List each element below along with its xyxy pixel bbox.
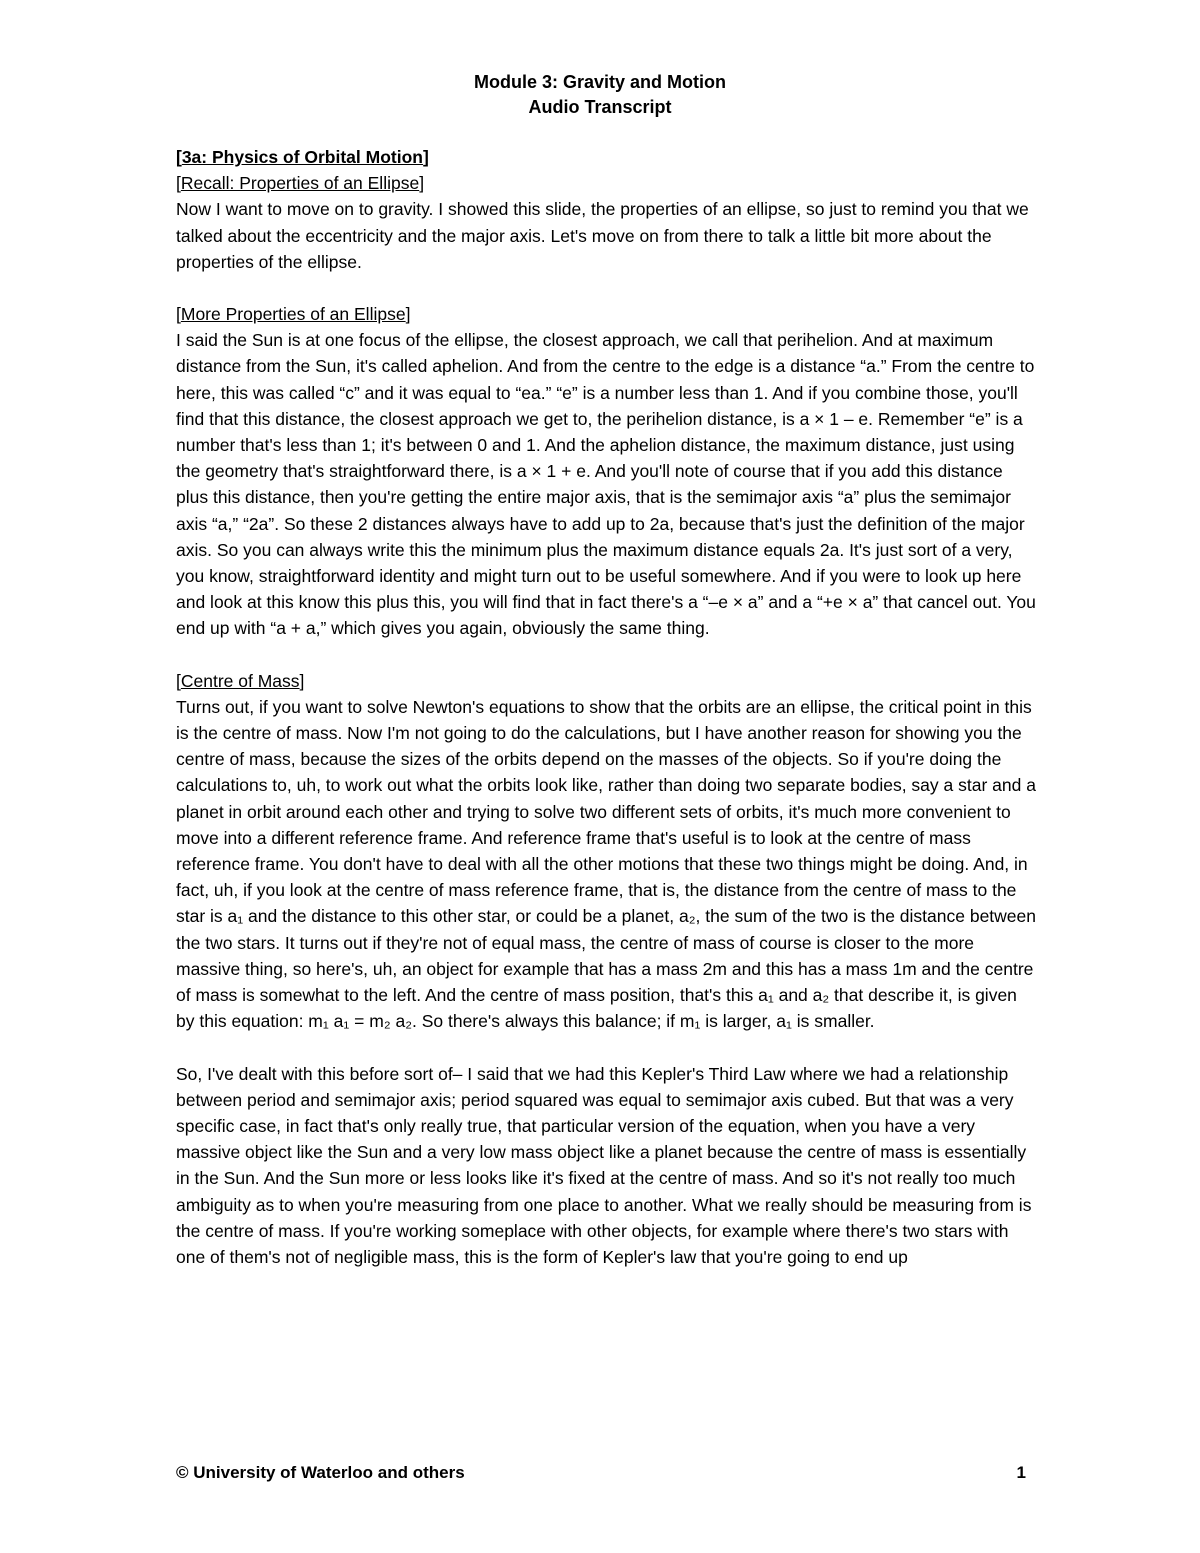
document-title: Module 3: Gravity and Motion — [473, 72, 726, 92]
copyright-notice: © University of Waterloo and others — [176, 1463, 465, 1482]
document-header — [0, 70, 1200, 120]
module-section-heading: [3a: Physics of Orbital Motion] — [176, 147, 429, 167]
section-title-centre-of-mass: Centre of Mass — [180, 670, 300, 691]
paragraph-recall: Now I want to move on to gravity. I showed this slide, the properties of an ellipse, so just to remind you that we talked about the eccentricity and the major axis. Let's move on from there to talk a little bit more about the properties of the ellipse. — [176, 199, 1029, 272]
section-title-recall: Recall: Properties of an Ellipse — [180, 173, 420, 194]
paragraph-centre-of-mass: Turns out, if you want to solve Newton's equations to show that the orbits are an ellipse, the critical point in this is the centre of mass. Now I'm not going to do the calculations, but I have another reason for showing you the centre of mass, because the sizes of the orbits depend on the masses of the objects. So if you're doing the calculations to, uh, to work out what the orbits look like, rather than doing two separate bodies, say a star and a planet in orbit around each other and trying to solve two different sets of orbits, it's much more convenient to move into a different reference frame. And reference frame that's useful is to look at the centre of mass reference frame. You don't have to deal with all the other motions that these two things might be doing. And, in fact, uh, if you look at the centre of mass reference frame, that is, the distance from the centre of mass to the star is a₁ and the distance to this other star, or could be a planet, a₂, the sum of the two is the distance between the two stars. It turns out if they're not of equal mass, the centre of mass of course is closer to the more massive thing, so here's, uh, an object for example that has a mass 2m and this has a mass 1m and the centre of mass is somewhat to the left. And the centre of mass position, that's this a₁ and a₂ that describe it, is given by this equation: m₁ a₁ = m₂ a₂. So there's always this balance; if m₁ is larger, a₁ is smaller. — [176, 696, 1037, 1032]
section-heading-more-properties: [More Properties of an Ellipse] — [176, 304, 411, 325]
section-heading-recall: [Recall: Properties of an Ellipse] — [176, 173, 425, 194]
paragraph-keplers-law: So, I've dealt with this before sort of– I said that we had this Kepler's Third Law where we had a relationship between period and semimajor axis; period squared was equal to semimajor axis cubed. But that was a very specific case, in fact that's only really true, that particular version of the equation, when you have a very massive object like the Sun and a very low mass object like a planet because the centre of mass is essentially in the Sun. And the Sun more or less looks like it's fixed at the centre of mass. And so it's not really too much ambiguity as to when you're measuring from one place to another. What we really should be measuring from is the centre of mass. If you're working someplace with other objects, for example where there's two stars with one of them's not of negligible mass, this is the form of Kepler's law that you're going to end up — [176, 1063, 1032, 1267]
page-number: 1 — [1016, 1463, 1026, 1482]
module-section-title: 3a: Physics of Orbital Motion — [181, 147, 423, 167]
paragraph-more-properties: I said the Sun is at one focus of the ellipse, the closest approach, we call that perihelion. And at maximum distance from the Sun, it's called aphelion. And from the centre to the edge is a distance “a.” From the centre to here, this was called “c” and it was equal to “ea.” “e” is a number less than 1. And if you combine those, you'll find that this distance, the closest approach we get to, the perihelion distance, is a × 1 – e. Remember “e” is a number that's less than 1; it's between 0 and 1. And the aphelion distance, the maximum distance, just using the geometry that's straightforward there, is a × 1 + e. And you'll note of course that if you add this distance plus this distance, then you're getting the entire major axis, that is the semimajor axis “a” plus the semimajor axis “a,” “2a”. So these 2 distances always have to add up to 2a, because that's just the definition of the major axis. So you can always write this the minimum plus the maximum distance equals 2a. It's just sort of a very, you know, straightforward identity and might turn out to be useful somewhere. And if you were to look up here and look at this know this plus this, you will find that in fact there's a “–e × a” and a “+e × a” that cancel out. You end up with “a + a,” which gives you again, obviously the same thing. — [176, 330, 1036, 639]
section-title-more-properties: More Properties of an Ellipse — [180, 304, 406, 325]
section-heading-centre-of-mass: [Centre of Mass] — [176, 670, 305, 691]
document-subtitle: Audio Transcript — [528, 97, 672, 117]
transcript-body — [176, 144, 1036, 1270]
